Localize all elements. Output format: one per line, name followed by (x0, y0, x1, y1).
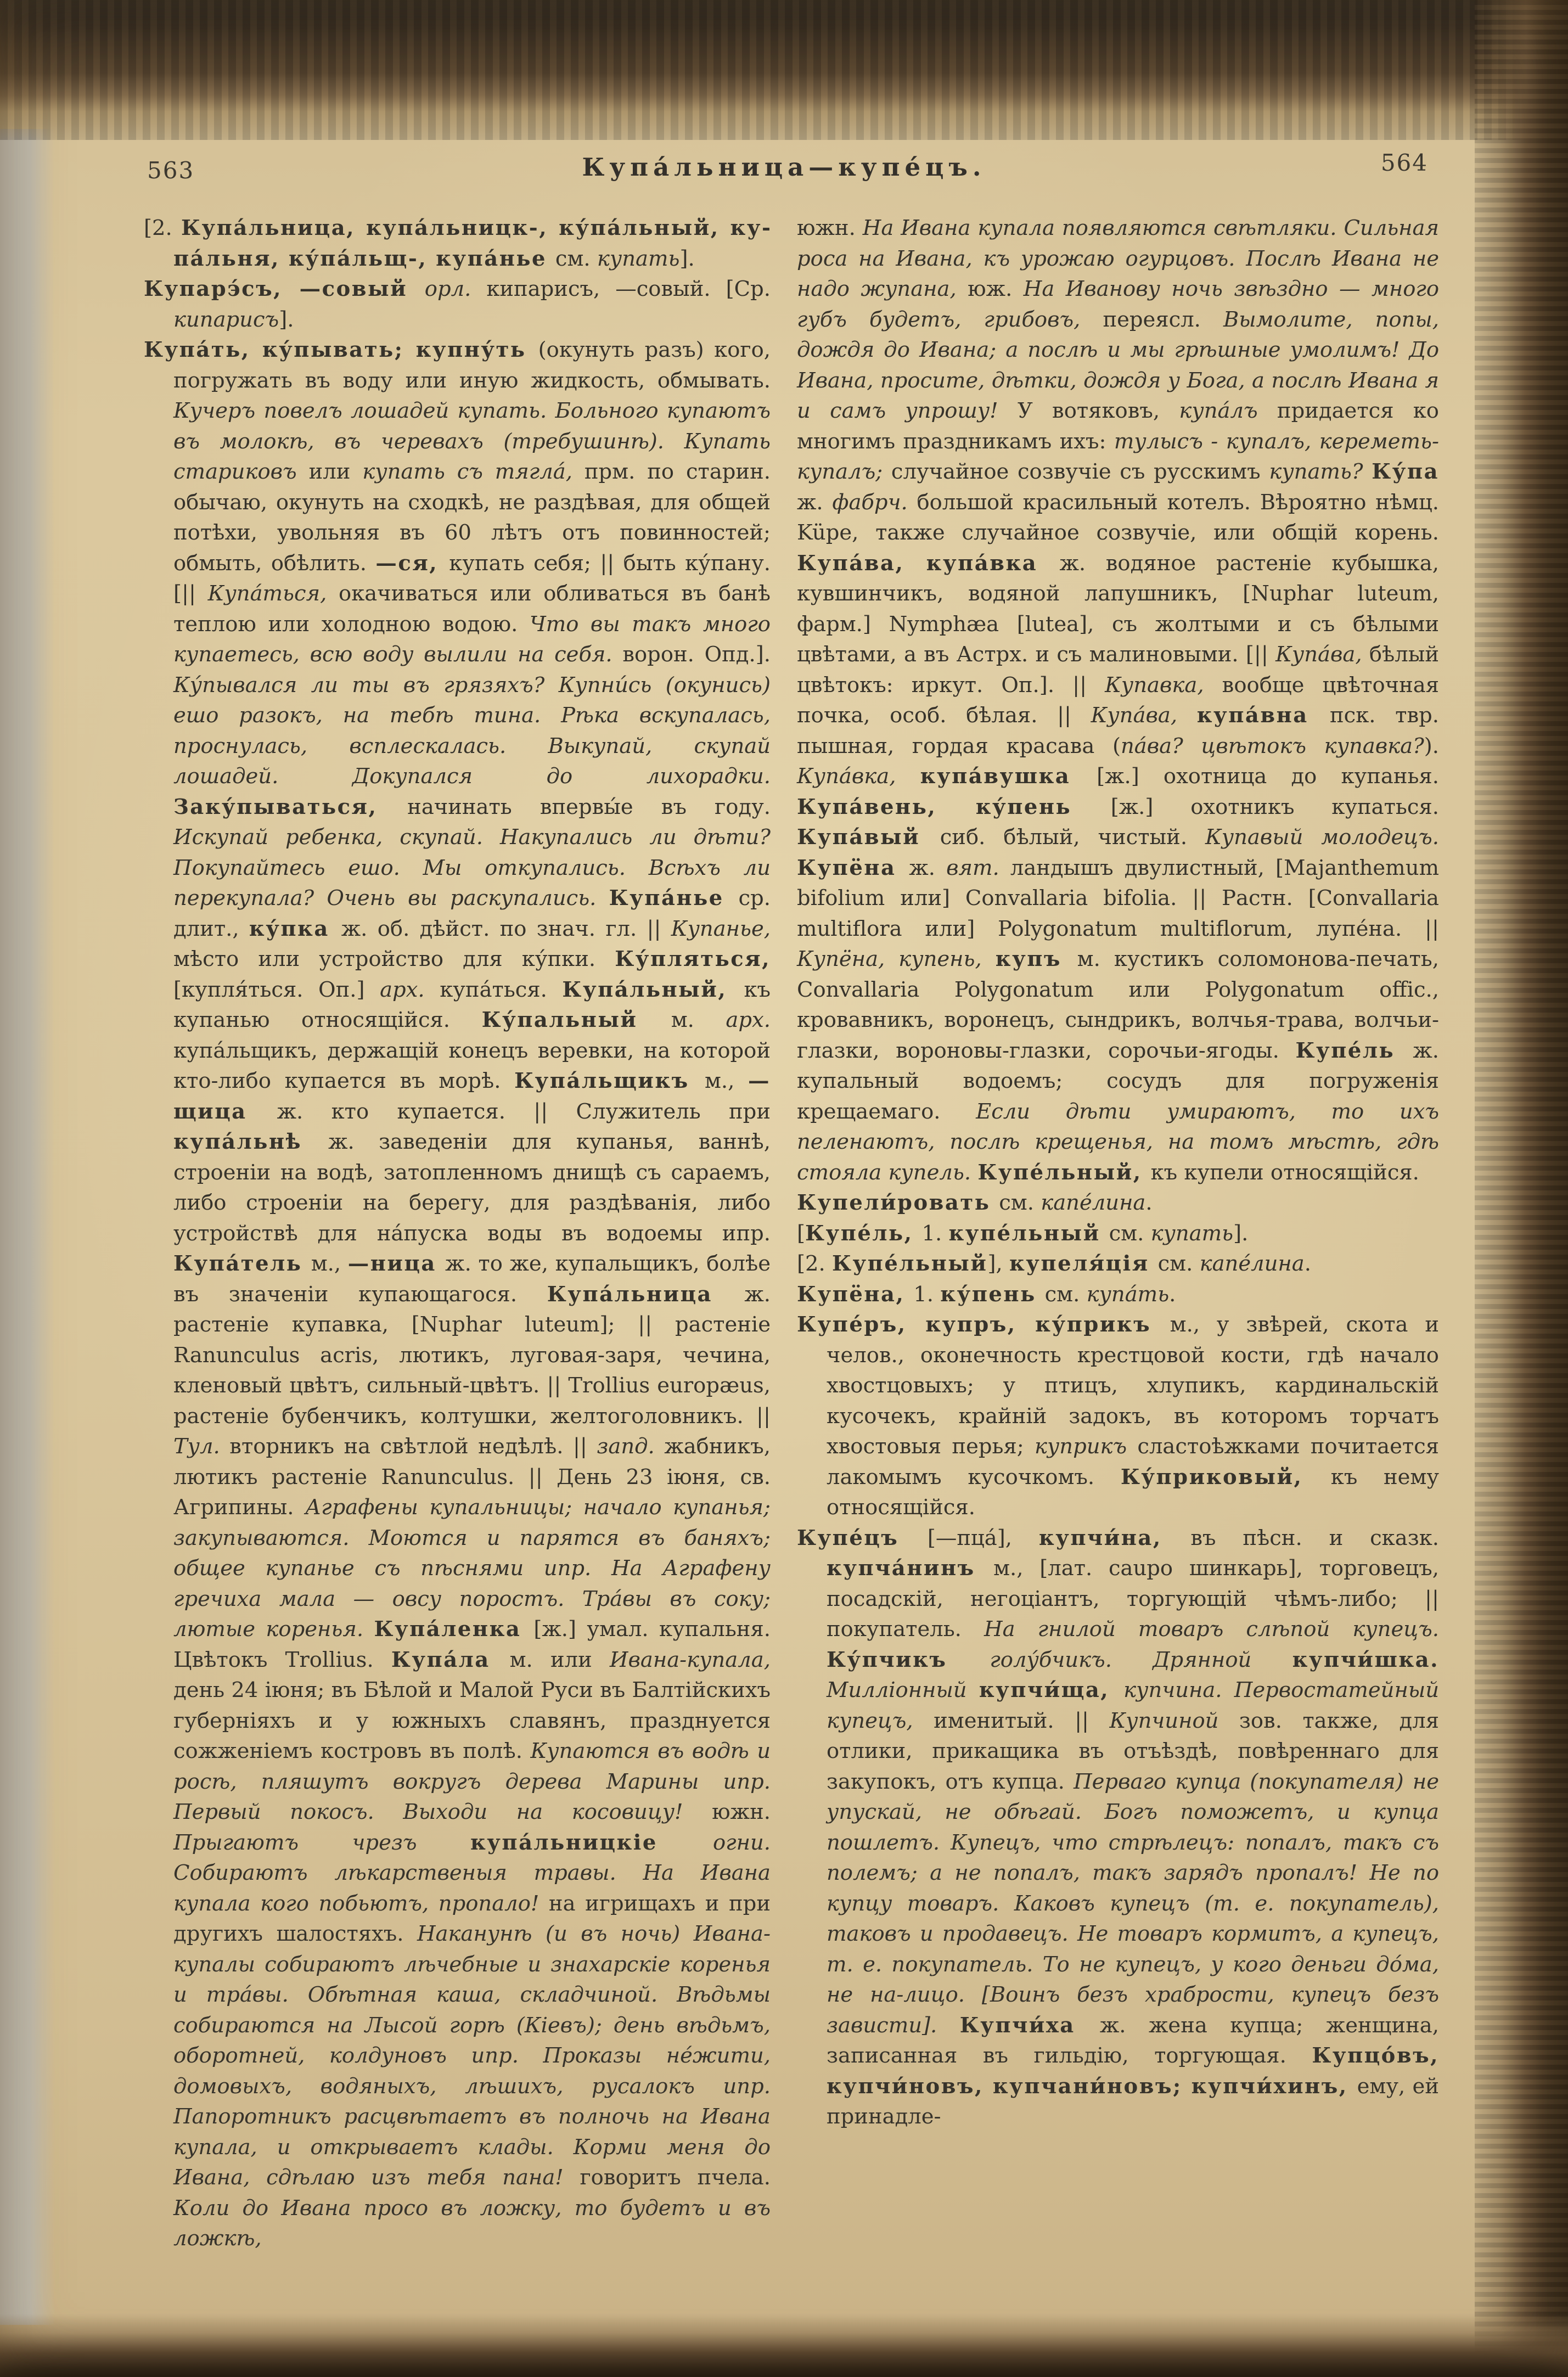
page-number-left: 563 (147, 157, 195, 184)
dictionary-paragraph: [2. Купа́льница, купа́льницк-, ку́па́льный, купа́льня, ку́па́льщ-, купа́нье см. купать]. (144, 216, 771, 271)
dictionary-paragraph: [Купе́ль, 1. купе́льный см. купать]. (797, 1221, 1249, 1246)
dictionary-paragraph: Купе́ръ, купръ, ку́прикъ м., у звѣрей, скота и челов., оконечность крестцовой кости, гдѣ начало хвостцовыхъ; у птицъ, хлупикъ, кардинальскій кусочекъ, крайній задокъ, въ которомъ торчатъ хвостовыя перья; куприкъ сластоѣжками почитается лакомымъ кусочкомъ. Ку́приковый, къ нему относящійся. (797, 1312, 1440, 1520)
page-number-right: 564 (1380, 149, 1428, 176)
dictionary-paragraph: Купарэ́съ, —совый орл. кипарисъ, —совый. [Ср. кипарисъ]. (144, 277, 771, 332)
dictionary-paragraph: южн. На Ивана купала появляются свѣтляки. Сильная роса на Ивана, къ урожаю огурцовъ. Послѣ Ивана не надо жупана, юж. На Иванову ночь звѣздно — много губъ будетъ, грибовъ, переясл. Вымолите, попы, дождя до Ивана; а послѣ и мы грѣшные умолимъ! До Ивана, просите, дѣтки, дождя у Бога, а послѣ Ивана я и самъ упрошу! У вотяковъ, купа́лъ придается ко многимъ праздникамъ ихъ: тулысъ - купалъ, кереметь-купалъ; случайное созвучіе съ русскимъ купать? Ку́па ж. фабрч. большой красильный котелъ. Вѣроятно нѣмц. Küpe, также случайное созвучіе, или общій корень. Купа́ва, купа́вка ж. водяное растеніе кубышка, кувшинчикъ, водяной лапушникъ, [Nuphar luteum, фарм.] Nymphæa [lutea], съ жолтыми и съ бѣлыми цвѣтами, а въ Астрх. и съ малиновыми. [|| Купа́ва, бѣлый цвѣтокъ: иркут. Оп.]. || Купавка, вообще цвѣточная почка, особ. бѣлая. || Купа́ва, купа́вна пск. твр. пышная, гордая красава (па́ва? цвѣтокъ купавка?). Купа́вка, купа́вушка [ж.] охотница до купанья. Купа́вень, ку́пень [ж.] охотникъ купаться. Купа́вый сиб. бѣлый, чистый. Купавый молодецъ. Купёна ж. вят. ландышъ двулистный, [Majanthemum bifolium или] Convallaria bifolia. || Растн. [Convallaria multiflora или] Polygonatum multiflorum, лупе́на. || Купёна, купень, купъ м. кустикъ соломонова-печать, Convallaria Polygonatum или Polygonatum offic., кровавникъ, воронецъ, сындрикъ, волчья-трава, волчьи-глазки, вороновы-глазки, сорочьи-ягоды. Купе́ль ж. купальный водоемъ; сосудъ для погруженія крещаемаго. Если дѣти умираютъ, то ихъ пеленаютъ, послѣ крещенья, на томъ мѣстѣ, гдѣ стояла купель. Купе́льный, къ купели относящійся. (797, 216, 1440, 1185)
page-header (0, 149, 1568, 188)
book-edge-bottom (0, 2314, 1568, 2377)
book-edge-top (0, 0, 1568, 140)
running-title: Купа́льница—купе́цъ. (582, 153, 986, 182)
text-column-left (144, 213, 771, 2254)
dictionary-paragraph: Купели́ровать см. капе́лина. (797, 1190, 1153, 1215)
dictionary-paragraph: Купа́ть, ку́пывать; купну́ть (окунуть разъ) кого, погружать въ воду или иную жидкость, обмывать. Кучеръ повелъ лошадей купать. Больного купаютъ въ молокѣ, въ черевахъ (требушинѣ). Купать стариковъ или купать съ тягла́, прм. по старин. обычаю, окунуть на сходкѣ, не раздѣвая, для общей потѣхи, увольняя въ 60 лѣтъ отъ повинностей; обмыть, обѣлить. —ся, купать себя; || быть ку́пану. [|| Купа́ться, окачиваться или обливаться въ банѣ теплою или холодною водою. Что вы такъ много купаетесь, всю воду вылили на себя. ворон. Опд.]. Ку́пывался ли ты въ грязяхъ? Купни́сь (окунись) ешо разокъ, на тебѣ тина. Рѣка вскупалась, проснулась, всплескалась. Выкупай, скупай лошадей. Докупался до лихорадки. Заку́пываться, начинать впервы́е въ году. Искупай ребенка, скупай. Накупались ли дѣти? Покупайтесь ешо. Мы откупались. Всѣхъ ли перекупала? Очень вы раскупались. Купа́нье ср. длит., ку́пка ж. об. дѣйст. по знач. гл. || Купанье, мѣсто или устройство для ку́пки. Ку́пляться, [купля́ться. Оп.] арх. купа́ться. Купа́льный, къ купанью относящійся. Ку́пальный м. арх. купа́льщикъ, держащій конецъ веревки, на которой кто-либо купается въ морѣ. Купа́льщикъ м., —щица ж. кто купается. || Служитель при купа́льнѣ ж. заведеніи для купанья, ваннѣ, строеніи на водѣ, затопленномъ днищѣ съ сараемъ, либо строеніи на берегу, для раздѣванія, либо устройствѣ для на́пуска воды въ водоемы ипр. Купа́тель м., —ница ж. то же, купальщикъ, болѣе въ значеніи купающагося. Купа́льница ж. растеніе купавка, [Nuphar luteum]; || растеніе Ranunculus acris, лютикъ, луговая-заря, чечина, кленовый цвѣтъ, сильный-цвѣтъ. || Trollius europæus, растеніе бубенчикъ, колтушки, желтоголовникъ. || Тул. вторникъ на свѣтлой недѣлѣ. || запд. жабникъ, лютикъ растеніе Ranunculus. || День 23 іюня, св. Агрипины. Аграфены купальницы; начало купанья; закупываются. Моются и парятся въ баняхъ; общее купанье съ пѣснями ипр. На Аграфену гречиха мала — овсу поростъ. Тра́вы въ соку; лютые коренья. Купа́ленка [ж.] умал. купальня. Цвѣтокъ Trollius. Купа́ла м. или Ивана-купала, день 24 іюня; въ Бѣлой и Малой Руси въ Балтійскихъ губерніяхъ и у южныхъ славянъ, празднуется сожженіемъ костровъ въ полѣ. Купаются въ водѣ и росѣ, пляшутъ вокругъ дерева Марины ипр. Первый покосъ. Выходи на косовицу! южн. Прыгаютъ чрезъ купа́льницкіе огни. Собираютъ лѣкарственыя травы. На Ивана купала кого побьютъ, пропало! на игрищахъ и при другихъ шалостяхъ. Наканунѣ (и въ ночь) Ивана-купалы собираютъ лѣчебные и знахарскіе коренья и тра́вы. Обѣтная каша, складчиной. Вѣдьмы собираются на Лысой горѣ (Кіевъ); день вѣдьмъ, оборотней, колдуновъ ипр. Проказы не́жити, домовыхъ, водяныхъ, лѣшихъ, русалокъ ипр. Папоротникъ расцвѣтаетъ въ полночь на Ивана купала, и открываетъ клады. Корми меня до Ивана, сдѣлаю изъ тебя пана! говоритъ пчела. Коли до Ивана просо въ ложку, то будетъ и въ ложкѣ, (144, 338, 771, 2251)
book-edge-right (1475, 0, 1568, 2377)
dictionary-paragraph: [2. Купе́льный], купеля́ція см. капе́лина. (797, 1251, 1311, 1276)
dictionary-paragraph: Купе́цъ [—пца́], купчи́на, въ пѣсн. и сказк. купча́нинъ м., [лат. caupo шинкарь], торговецъ, посадскій, негоціантъ, торгующій чѣмъ-либо; || покупатель. На гнилой товаръ слѣпой купецъ. Ку́пчикъ голу́бчикъ. Дрянной купчи́шка. Милліонный купчи́ща, купчина. Первостатейный купецъ, именитый. || Купчиной зов. также, для отлики, прикащика въ отъѣздѣ, повѣреннаго для закупокъ, отъ купца. Перваго купца (покупателя) не упускай, не обѣгай. Богъ поможетъ, и купца пошлетъ. Купецъ, что стрѣлецъ: попалъ, такъ съ полемъ; а не попалъ, такъ зарядъ пропалъ! Не по купцу товаръ. Каковъ купецъ (т. е. покупатель), таковъ и продавецъ. Не товаръ кормитъ, а купецъ, т. е. покупатель. То не купецъ, у кого деньги до́ма, не на-лицо. [Воинъ безъ храбрости, купецъ безъ зависти]. Купчи́ха ж. жена купца; женщина, записанная въ гильдію, торгующая. Купцо́въ, купчи́новъ, купчани́новъ; купчи́хинъ, ему, ей принадле- (797, 1525, 1440, 2129)
dictionary-paragraph: Купёна, 1. ку́пень см. купа́ть. (797, 1282, 1176, 1307)
text-column-right (797, 213, 1439, 2132)
page-edge-left (0, 129, 55, 2325)
